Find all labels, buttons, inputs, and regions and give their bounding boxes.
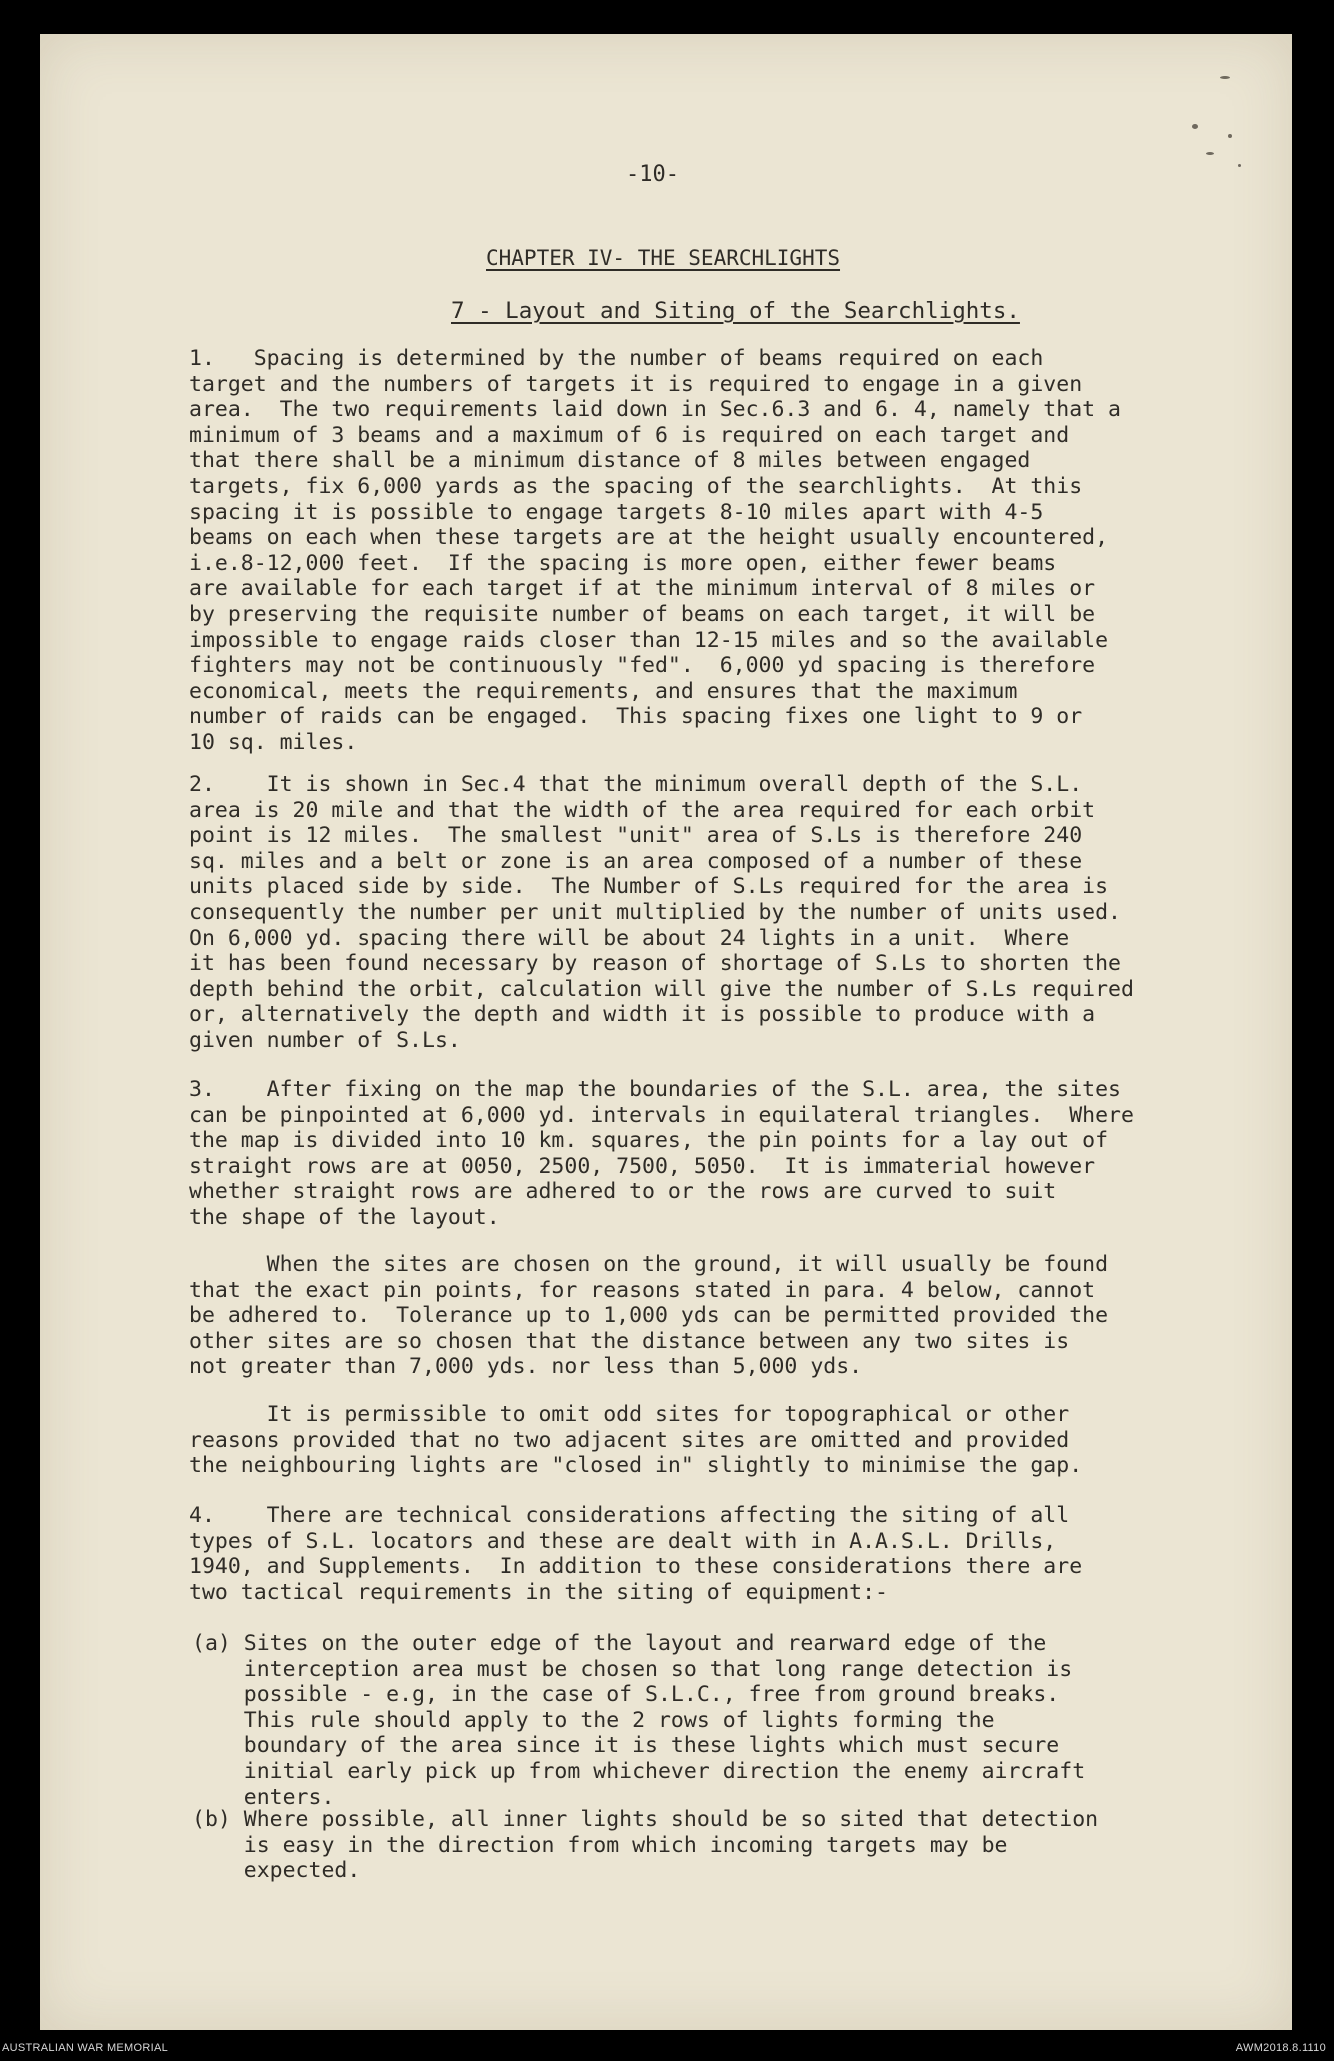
footer-accession-number: AWM2018.8.1110 (1235, 2042, 1326, 2054)
paragraph-3-pinpointing: 3. After fixing on the map the boundaries of the S.L. area, the sites can be pinpointed at 6,000 yd. intervals in equilateral triangles. Where the map is divided into 10 km. squares, the pin points for a lay out of straight rows are at 0050, 2500, 7500, 5050. It is immaterial however whether straight rows are adhered to or the rows are curved to suit the shape of the layout. (189, 1077, 1134, 1230)
list-item-a: (a) Sites on the outer edge of the layout and rearward edge of the interception area must be chosen so that long range detection is possible - e.g, in the case of S.L.C., free from ground breaks. This rule should apply to the 2 rows of lights forming the boundary of the area since it is these lights which must secure initial early pick up from whichever direction the enemy aircraft enters. (192, 1631, 1086, 1810)
footer-institution: AUSTRALIAN WAR MEMORIAL (2, 2042, 169, 2054)
ink-speck (1192, 124, 1198, 129)
paragraph-3-tolerance: When the sites are chosen on the ground, it will usually be found that the exact pin points, for reasons stated in para. 4 below, cannot be adhered to. Tolerance up to 1,000 yds can be permitted provided the other sites are so chosen that the distance between any two sites is not greater than 7,000 yds. nor less than 5,000 yds. (189, 1252, 1109, 1380)
list-item-b: (b) Where possible, all inner lights should be so sited that detection is easy in the direction from which incoming targets may be expected. (192, 1807, 1099, 1884)
paragraph-3-omission: It is permissible to omit odd sites for topographical or other reasons provided that no two adjacent sites are omitted and provided the neighbouring lights are "closed in" slightly to minimise the gap. (189, 1402, 1083, 1479)
paragraph-4-technical: 4. There are technical considerations affecting the siting of all types of S.L. locators and these are dealt with in A.A.S.L. Drills, 1940, and Supplements. In addition to these considerations there are two tactical requirements in the siting of equipment:- (189, 1503, 1083, 1605)
ink-speck (1206, 152, 1214, 155)
chapter-title: CHAPTER IV- THE SEARCHLIGHTS (486, 246, 841, 270)
ink-speck (1228, 134, 1232, 138)
ink-speck (1238, 164, 1241, 167)
page-number: -10- (626, 162, 679, 187)
section-title: 7 - Layout and Siting of the Searchlights. (451, 298, 1020, 324)
ink-speck (1220, 76, 1230, 79)
paragraph-2-unit-area: 2. It is shown in Sec.4 that the minimum overall depth of the S.L. area is 20 mile and that the width of the area required for each orbit point is 12 miles. The smallest "unit" area of S.Ls is therefore 240 sq. miles and a belt or zone is an area composed of a number of these units placed side by side. The Number of S.Ls required for the area is consequently the number per unit multiplied by the number of units used. On 6,000 yd. spacing there will be about 24 lights in a unit. Where it has been found necessary by reason of shortage of S.Ls to shorten the depth behind the orbit, calculation will give the number of S.Ls required or, alternatively the depth and width it is possible to produce with a given number of S.Ls. (189, 772, 1134, 1053)
paragraph-1-spacing: 1. Spacing is determined by the number of beams required on each target and the numbers of targets it is required to engage in a given area. The two requirements laid down in Sec.6.3 and 6. 4, namely that a minimum of 3 beams and a maximum of 6 is required on each target and that there shall be a minimum distance of 8 miles between engaged targets, fix 6,000 yards as the spacing of the searchlights. At this spacing it is possible to engage targets 8-10 miles apart with 4-5 beams on each when these targets are at the height usually encountered, i.e.8-12,000 feet. If the spacing is more open, either fewer beams are available for each target if at the minimum interval of 8 miles or by preserving the requisite number of beams on each target, it will be impossible to engage raids closer than 12-15 miles and so the available fighters may not be continuously "fed". 6,000 yd spacing is therefore economical, meets the requirements, and ensures that the maximum number of raids can be engaged. This spacing fixes one light to 9 or 10 sq. miles. (189, 346, 1121, 755)
